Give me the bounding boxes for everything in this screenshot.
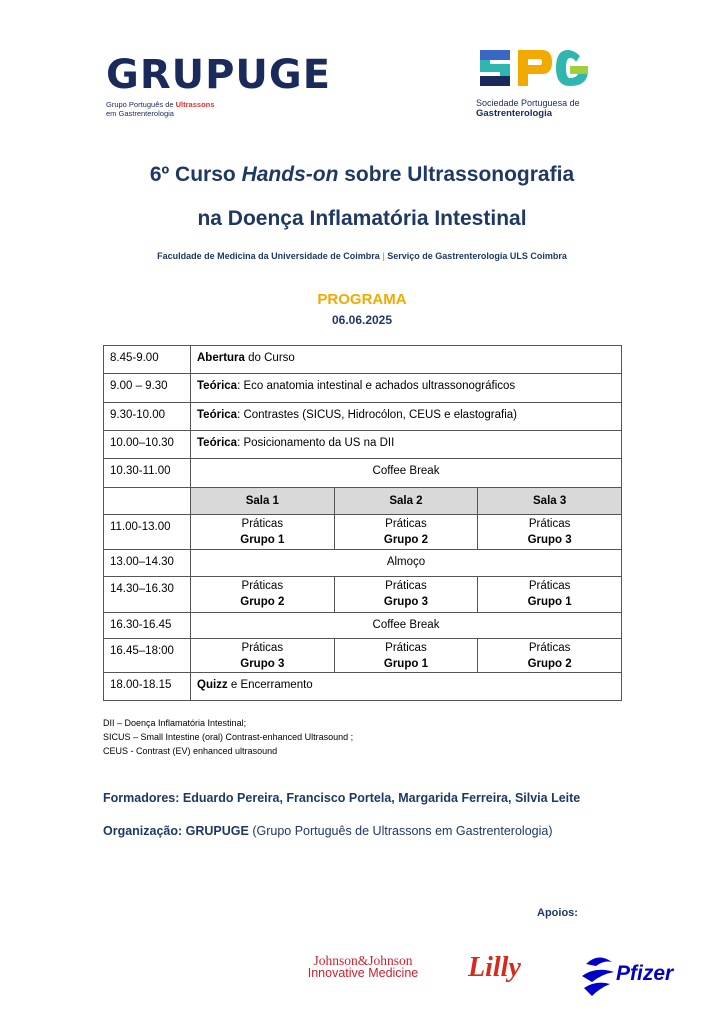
schedule-table <box>103 345 622 701</box>
activity-cell: Abertura do Curso <box>191 346 622 374</box>
apoios-label: Apoios: <box>537 907 578 919</box>
time-cell: 14.30–16.30 <box>104 577 191 613</box>
programa-date: 06.06.2025 <box>331 313 393 327</box>
table-row <box>104 639 622 673</box>
sala-header: Sala 2 <box>334 488 478 515</box>
abbreviation-notes: DII – Doença Inflamatória Intestinal; SICUS – Small Intestine (oral) Contrast-enhanced Ultrasound ; CEUS - Contrast (EV) enhanced ultrasound <box>103 718 354 756</box>
grupuge-logo-word: GRUPUGE <box>106 52 332 98</box>
course-title-line1: 6º Curso Hands-on sobre Ultrassonografia <box>149 163 575 186</box>
session-cell: Práticas Grupo 1 <box>334 639 478 673</box>
time-cell: 13.00–14.30 <box>104 550 191 577</box>
activity-cell: Coffee Break <box>191 459 622 488</box>
pfizer-logo: Pfizer <box>578 952 688 998</box>
activity-cell: Teórica: Contrastes (SICUS, Hidrocólon, CEUS e elastografia) <box>191 403 622 431</box>
table-row <box>104 515 622 550</box>
activity-cell: Quizz e Encerramento <box>191 673 622 701</box>
spg-logo-subtitle: Sociedade Portuguesa de Gastrenterologia <box>476 98 580 119</box>
time-cell: 18.00-18.15 <box>104 673 191 701</box>
sala-header: Sala 1 <box>191 488 335 515</box>
time-cell: 10.30-11.00 <box>104 459 191 488</box>
time-cell <box>104 488 191 515</box>
organizacao: Organização: GRUPUGE (Grupo Português de Ultrassons em Gastrenterologia) <box>103 824 553 838</box>
session-cell: Práticas Grupo 1 <box>191 515 335 550</box>
session-cell: Práticas Grupo 3 <box>191 639 335 673</box>
table-row <box>104 613 622 639</box>
programa-heading: PROGRAMA <box>317 291 407 308</box>
spg-logo-mark <box>476 46 606 90</box>
lilly-logo: Lilly <box>468 952 521 983</box>
johnson-johnson-logo: Johnson&Johnson Innovative Medicine <box>307 953 419 980</box>
grupuge-logo <box>106 52 356 118</box>
time-cell: 8.45-9.00 <box>104 346 191 374</box>
spg-logo <box>476 46 606 119</box>
session-cell: Práticas Grupo 2 <box>478 639 622 673</box>
activity-cell: Coffee Break <box>191 613 622 639</box>
activity-cell: Teórica: Posicionamento da US na DII <box>191 431 622 459</box>
activity-cell: Almoço <box>191 550 622 577</box>
session-cell: Práticas Grupo 3 <box>334 577 478 613</box>
sala-header: Sala 3 <box>478 488 622 515</box>
activity-cell: Teórica: Eco anatomia intestinal e achados ultrassonográficos <box>191 374 622 403</box>
table-row <box>104 431 622 459</box>
grupuge-logo-subtitle: Grupo Português de Ultrassons em Gastrenterologia <box>106 100 215 118</box>
table-row <box>104 488 622 515</box>
pfizer-icon <box>578 952 618 998</box>
time-cell: 9.30-10.00 <box>104 403 191 431</box>
table-row <box>104 673 622 701</box>
session-cell: Práticas Grupo 2 <box>334 515 478 550</box>
course-title-line2: na Doença Inflamatória Intestinal <box>197 207 527 230</box>
time-cell: 9.00 – 9.30 <box>104 374 191 403</box>
table-row <box>104 550 622 577</box>
formadores: Formadores: Eduardo Pereira, Francisco Portela, Margarida Ferreira, Silvia Leite <box>103 791 581 805</box>
table-row <box>104 459 622 488</box>
session-cell: Práticas Grupo 3 <box>478 515 622 550</box>
time-cell: 11.00-13.00 <box>104 515 191 550</box>
session-cell: Práticas Grupo 1 <box>478 577 622 613</box>
table-row <box>104 374 622 403</box>
table-row <box>104 577 622 613</box>
session-cell: Práticas Grupo 2 <box>191 577 335 613</box>
affiliations: Faculdade de Medicina da Universidade de Coimbra | Serviço de Gastrenterologia ULS Coimbra <box>157 251 567 261</box>
time-cell: 10.00–10.30 <box>104 431 191 459</box>
table-row <box>104 403 622 431</box>
time-cell: 16.45–18:00 <box>104 639 191 673</box>
time-cell: 16.30-16.45 <box>104 613 191 639</box>
table-row <box>104 346 622 374</box>
